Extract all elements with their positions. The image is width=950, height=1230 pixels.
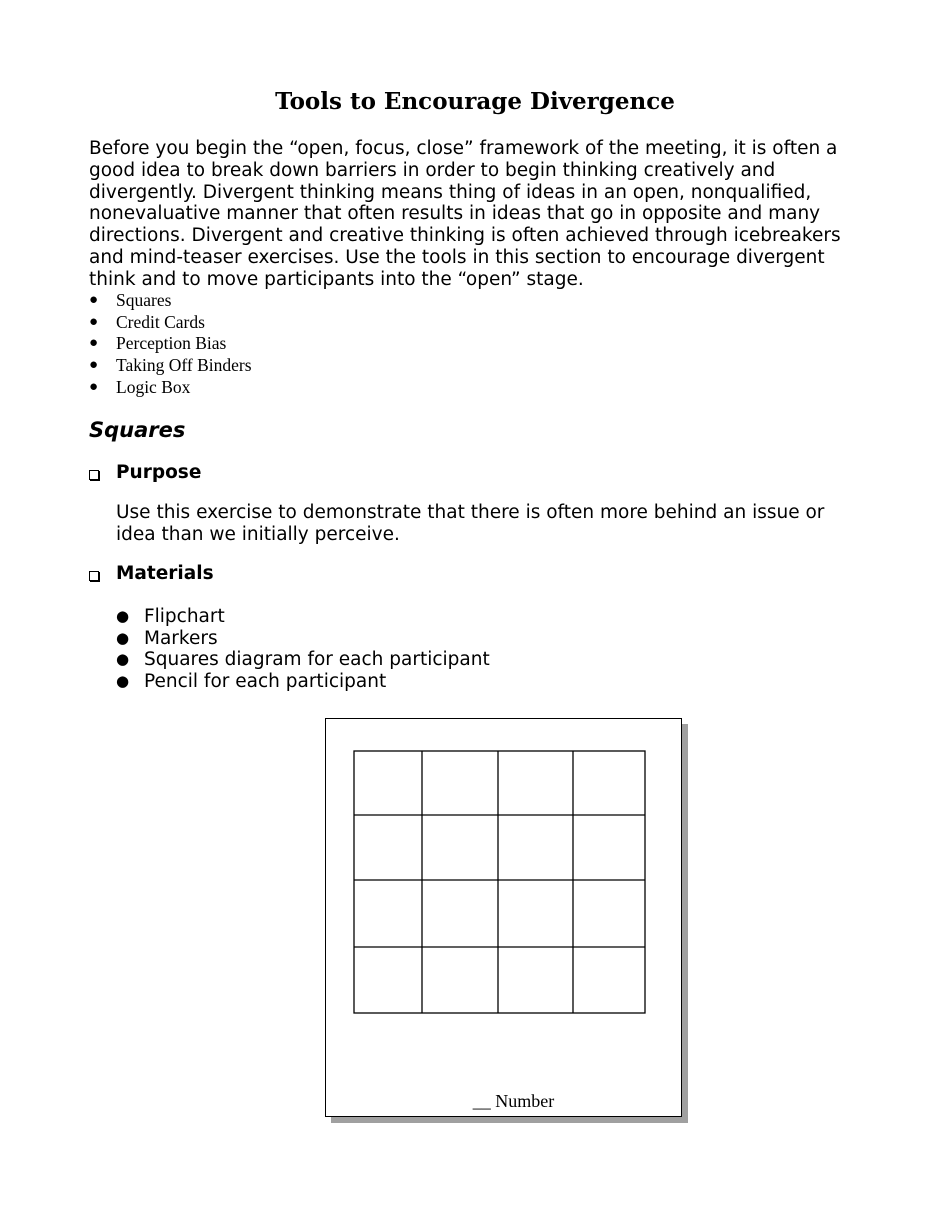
page-title: Tools to Encourage Divergence <box>275 88 675 115</box>
bullet-icon: ● <box>116 650 130 669</box>
document-page: Tools to Encourage Divergence Before you begin the “open, focus, close” framework of the meeting, it is often a good idea to break down barriers in order to begin thinking creatively and divergently. Divergent thinking means thing of ideas in an open, nonqualified, nonevaluative manner that often results in ideas that go in opposite and many directions. Divergent and creative thinking is often achieved through icebreakers and mind-teaser exercises. Use the tools in this section to encourage divergent think and to move participants into the “open” stage. ● Squares ● Credit Cards ● Perception Bias ● Taking Off Binders ● Logic Box Squares Purpose Use this exercise to demonstrate that there is often more behind an issue or idea than we initially perceive. Materials ● Flipchart ● Markers ● Squares diagram for each participant ● Pencil for each participant __ Number <box>0 0 950 1230</box>
list-item: ● Taking Off Binders <box>89 355 252 376</box>
bullet-icon: ● <box>89 357 99 374</box>
bullet-icon: ● <box>89 292 99 308</box>
squares-grid <box>326 719 681 1116</box>
bullet-icon: ● <box>89 378 99 395</box>
bullet-icon: ● <box>116 607 130 625</box>
list-item: ● Flipchart <box>116 606 225 627</box>
bullet-icon: ● <box>89 335 99 352</box>
materials-list <box>116 606 490 693</box>
intro-paragraph: Before you begin the “open, focus, close” framework of the meeting, it is often a good idea to break down barriers in order to begin thinking creatively and divergently. Divergent thinking means thing of ideas in an open, nonqualified, nonevaluative manner that often results in ideas that go in opposite and many directions. Divergent and creative thinking is often achieved through icebreakers and mind-teaser exercises. Use the tools in this section to encourage divergent think and to move participants into the “open” stage. <box>89 138 841 290</box>
squares-diagram <box>325 718 682 1117</box>
tools-list <box>89 290 252 398</box>
section-heading: Squares <box>89 418 186 442</box>
list-item: ● Perception Bias <box>89 333 227 354</box>
bullet-icon: ● <box>116 672 130 691</box>
list-item: ● Squares <box>89 290 172 310</box>
list-item: ● Markers <box>116 627 218 649</box>
checkbox-bullet-icon <box>89 571 99 581</box>
number-label: __ Number <box>472 1091 555 1111</box>
list-item: ● Pencil for each participant <box>116 671 387 693</box>
purpose-text: Use this exercise to demonstrate that there is often more behind an issue or idea than we initially perceive. <box>116 502 825 545</box>
bullet-icon: ● <box>89 313 99 330</box>
list-item: ● Credit Cards <box>89 311 205 332</box>
grid-border <box>354 751 645 1013</box>
checkbox-bullet-icon <box>89 470 99 480</box>
list-item: ● Squares diagram for each participant <box>116 649 490 671</box>
list-item: ● Logic Box <box>89 376 191 397</box>
bullet-icon: ● <box>116 628 130 647</box>
